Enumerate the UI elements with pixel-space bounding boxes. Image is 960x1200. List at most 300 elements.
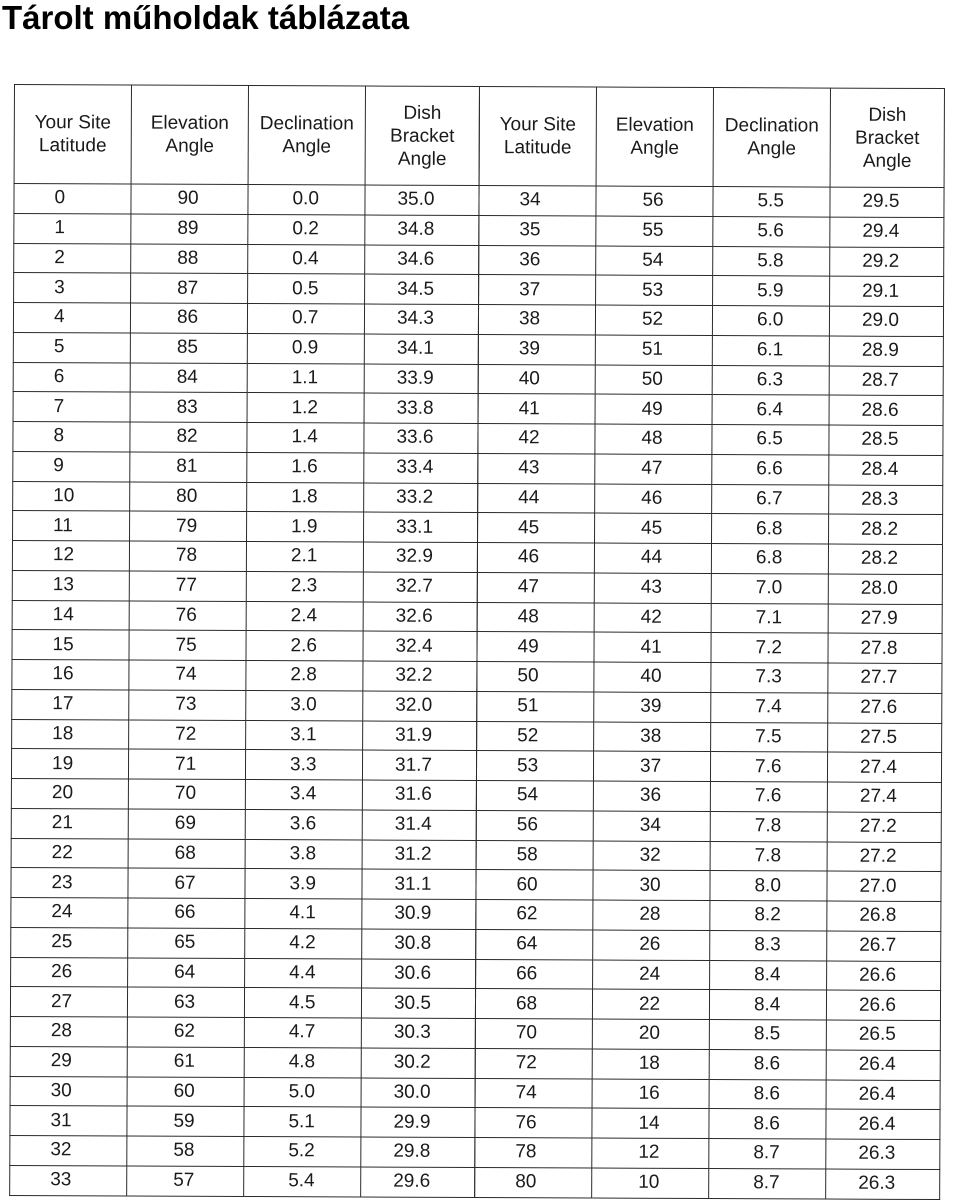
- cell-dish-bracket-angle: 30.0: [361, 1078, 475, 1108]
- table-row: [12, 600, 477, 632]
- cell-declination-angle: 8.0: [710, 871, 827, 901]
- cell-elevation-angle: 54: [596, 246, 713, 276]
- cell-declination-angle: 4.1: [245, 899, 362, 929]
- cell-declination-angle: 8.3: [710, 930, 827, 960]
- cell-dish-bracket-angle: 29.2: [830, 247, 944, 277]
- table-row: [479, 245, 944, 277]
- cell-declination-angle: 3.6: [245, 809, 362, 839]
- cell-site-latitude: 0: [14, 184, 131, 214]
- cell-elevation-angle: 84: [130, 363, 247, 393]
- cell-site-latitude: 49: [477, 632, 594, 662]
- cell-dish-bracket-angle: 29.6: [361, 1167, 475, 1197]
- table-row: [13, 481, 478, 513]
- cell-site-latitude: 33: [10, 1165, 127, 1195]
- page-title: Tárolt műholdak táblázata: [2, 0, 410, 36]
- cell-elevation-angle: 41: [594, 632, 711, 662]
- cell-dish-bracket-angle: 28.0: [828, 574, 942, 604]
- table-row: [478, 305, 943, 337]
- cell-site-latitude: 51: [477, 691, 594, 721]
- table-row: [10, 1135, 475, 1167]
- cell-declination-angle: 0.5: [248, 274, 365, 304]
- cell-dish-bracket-angle: 33.8: [364, 393, 478, 423]
- cell-elevation-angle: 61: [127, 1047, 244, 1077]
- cell-site-latitude: 42: [478, 424, 595, 454]
- cell-declination-angle: 5.2: [244, 1137, 361, 1167]
- cell-elevation-angle: 63: [127, 987, 244, 1017]
- table-row: [475, 1138, 940, 1170]
- cell-declination-angle: 3.1: [246, 720, 363, 750]
- table-row: [12, 689, 477, 721]
- cell-declination-angle: 6.8: [711, 544, 828, 574]
- cell-dish-bracket-angle: 27.2: [827, 842, 941, 872]
- cell-dish-bracket-angle: 28.9: [829, 336, 943, 366]
- cell-dish-bracket-angle: 28.6: [829, 395, 943, 425]
- table-row: [476, 929, 941, 961]
- table-left-body: [10, 184, 479, 1198]
- cell-elevation-angle: 46: [595, 484, 712, 514]
- cell-declination-angle: 4.5: [244, 988, 361, 1018]
- cell-elevation-angle: 71: [128, 749, 245, 779]
- cell-site-latitude: 48: [477, 602, 594, 632]
- table-row: [10, 1165, 475, 1197]
- cell-declination-angle: 0.2: [248, 214, 365, 244]
- cell-dish-bracket-angle: 28.3: [829, 485, 943, 515]
- cell-declination-angle: 7.5: [711, 722, 828, 752]
- cell-site-latitude: 12: [12, 540, 129, 570]
- cell-declination-angle: 8.7: [709, 1168, 826, 1198]
- cell-site-latitude: 38: [478, 305, 595, 335]
- table-row: [11, 778, 476, 810]
- table-row: [475, 1167, 940, 1199]
- cell-elevation-angle: 89: [131, 214, 248, 244]
- cell-dish-bracket-angle: 31.2: [362, 840, 476, 870]
- header-elevation-angle: Elevation Angle: [596, 87, 713, 187]
- cell-declination-angle: 7.1: [711, 603, 828, 633]
- cell-site-latitude: 14: [12, 600, 129, 630]
- cell-declination-angle: 7.3: [711, 663, 828, 693]
- cell-declination-angle: 0.9: [247, 333, 364, 363]
- cell-declination-angle: 7.6: [710, 752, 827, 782]
- cell-site-latitude: 29: [10, 1046, 127, 1076]
- cell-declination-angle: 8.4: [709, 990, 826, 1020]
- cell-site-latitude: 22: [11, 838, 128, 868]
- cell-elevation-angle: 68: [128, 839, 245, 869]
- cell-site-latitude: 27: [10, 987, 127, 1017]
- cell-site-latitude: 36: [479, 245, 596, 275]
- table-row: [477, 543, 942, 575]
- cell-dish-bracket-angle: 27.0: [827, 871, 941, 901]
- cell-site-latitude: 3: [14, 273, 131, 303]
- cell-site-latitude: 28: [10, 1016, 127, 1046]
- table-header-row: [14, 85, 479, 186]
- cell-site-latitude: 72: [475, 1048, 592, 1078]
- cell-site-latitude: 19: [11, 749, 128, 779]
- cell-declination-angle: 7.4: [711, 692, 828, 722]
- cell-dish-bracket-angle: 31.1: [362, 869, 476, 899]
- table-row: [11, 749, 476, 781]
- table-row: [478, 334, 943, 366]
- header-elevation-angle: Elevation Angle: [131, 85, 248, 185]
- cell-site-latitude: 41: [478, 394, 595, 424]
- cell-declination-angle: 6.3: [712, 365, 829, 395]
- cell-elevation-angle: 57: [127, 1166, 244, 1196]
- cell-dish-bracket-angle: 28.2: [828, 544, 942, 574]
- cell-dish-bracket-angle: 27.9: [828, 604, 942, 634]
- cell-site-latitude: 30: [10, 1076, 127, 1106]
- cell-site-latitude: 64: [476, 929, 593, 959]
- cell-declination-angle: 4.8: [244, 1047, 361, 1077]
- table-row: [13, 451, 478, 483]
- table-row: [476, 751, 941, 783]
- table-row: [476, 900, 941, 932]
- table-row: [477, 721, 942, 753]
- cell-dish-bracket-angle: 29.8: [361, 1137, 475, 1167]
- cell-declination-angle: 5.1: [244, 1107, 361, 1137]
- cell-declination-angle: 1.8: [247, 482, 364, 512]
- cell-declination-angle: 6.8: [712, 514, 829, 544]
- cell-dish-bracket-angle: 26.6: [827, 961, 941, 991]
- cell-elevation-angle: 50: [595, 365, 712, 395]
- cell-elevation-angle: 24: [593, 960, 710, 990]
- table-row: [10, 1016, 475, 1048]
- table-header-row: [479, 87, 944, 188]
- cell-site-latitude: 66: [476, 959, 593, 989]
- cell-elevation-angle: 85: [130, 333, 247, 363]
- cell-dish-bracket-angle: 28.2: [829, 514, 943, 544]
- cell-dish-bracket-angle: 33.9: [364, 364, 478, 394]
- cell-dish-bracket-angle: 29.5: [830, 187, 944, 217]
- table-row: [478, 394, 943, 426]
- cell-elevation-angle: 38: [594, 722, 711, 752]
- cell-elevation-angle: 22: [592, 989, 709, 1019]
- cell-elevation-angle: 12: [592, 1138, 709, 1168]
- cell-dish-bracket-angle: 29.9: [361, 1107, 475, 1137]
- cell-declination-angle: 3.4: [245, 780, 362, 810]
- cell-dish-bracket-angle: 30.2: [361, 1048, 475, 1078]
- table-row: [475, 989, 940, 1021]
- table-row: [478, 424, 943, 456]
- cell-elevation-angle: 51: [595, 335, 712, 365]
- cell-dish-bracket-angle: 26.8: [827, 901, 941, 931]
- cell-site-latitude: 40: [478, 364, 595, 394]
- table-row: [12, 570, 477, 602]
- cell-dish-bracket-angle: 30.5: [361, 988, 475, 1018]
- cell-declination-angle: 2.6: [246, 631, 363, 661]
- cell-site-latitude: 76: [475, 1108, 592, 1138]
- cell-site-latitude: 70: [475, 1019, 592, 1049]
- table-row: [13, 362, 478, 394]
- cell-declination-angle: 1.4: [247, 423, 364, 453]
- cell-site-latitude: 53: [476, 751, 593, 781]
- cell-elevation-angle: 74: [129, 660, 246, 690]
- table-row: [476, 870, 941, 902]
- cell-dish-bracket-angle: 32.7: [363, 572, 477, 602]
- cell-elevation-angle: 45: [595, 513, 712, 543]
- cell-declination-angle: 8.6: [709, 1049, 826, 1079]
- cell-elevation-angle: 58: [127, 1136, 244, 1166]
- cell-site-latitude: 35: [479, 215, 596, 245]
- cell-elevation-angle: 59: [127, 1106, 244, 1136]
- cell-elevation-angle: 55: [596, 216, 713, 246]
- cell-elevation-angle: 72: [129, 720, 246, 750]
- cell-dish-bracket-angle: 31.4: [362, 810, 476, 840]
- cell-declination-angle: 0.0: [248, 185, 365, 215]
- cell-dish-bracket-angle: 32.6: [363, 602, 477, 632]
- cell-dish-bracket-angle: 30.9: [362, 899, 476, 929]
- table-row: [478, 453, 943, 485]
- cell-declination-angle: 2.3: [246, 571, 363, 601]
- cell-declination-angle: 5.4: [244, 1166, 361, 1196]
- cell-dish-bracket-angle: 33.2: [364, 483, 478, 513]
- cell-elevation-angle: 44: [594, 543, 711, 573]
- cell-elevation-angle: 66: [128, 898, 245, 928]
- table-row: [13, 421, 478, 453]
- cell-elevation-angle: 79: [130, 511, 247, 541]
- cell-declination-angle: 6.0: [712, 306, 829, 336]
- cell-dish-bracket-angle: 26.4: [826, 1050, 940, 1080]
- cell-site-latitude: 80: [475, 1167, 592, 1197]
- cell-elevation-angle: 75: [129, 630, 246, 660]
- cell-site-latitude: 52: [477, 721, 594, 751]
- cell-site-latitude: 34: [479, 186, 596, 216]
- cell-site-latitude: 47: [477, 572, 594, 602]
- table-row: [475, 1019, 940, 1051]
- cell-dish-bracket-angle: 30.3: [361, 1018, 475, 1048]
- table-row: [12, 659, 477, 691]
- cell-declination-angle: 7.8: [710, 811, 827, 841]
- cell-declination-angle: 1.2: [247, 393, 364, 423]
- cell-dish-bracket-angle: 26.3: [826, 1169, 940, 1199]
- cell-elevation-angle: 90: [131, 184, 248, 214]
- cell-elevation-angle: 26: [593, 930, 710, 960]
- cell-site-latitude: 25: [11, 927, 128, 957]
- cell-elevation-angle: 78: [129, 541, 246, 571]
- table-row: [475, 1108, 940, 1140]
- table-row: [475, 1048, 940, 1080]
- cell-dish-bracket-angle: 29.4: [830, 217, 944, 247]
- cell-declination-angle: 7.2: [711, 633, 828, 663]
- cell-dish-bracket-angle: 31.7: [362, 750, 476, 780]
- cell-site-latitude: 11: [13, 511, 130, 541]
- header-declination-angle: Declination Angle: [248, 86, 365, 186]
- cell-site-latitude: 43: [478, 453, 595, 483]
- cell-declination-angle: 5.6: [713, 216, 830, 246]
- cell-dish-bracket-angle: 32.2: [363, 661, 477, 691]
- cell-dish-bracket-angle: 28.5: [829, 425, 943, 455]
- table-row: [11, 897, 476, 929]
- header-dish-bracket-angle: Dish Bracket Angle: [830, 88, 944, 187]
- cell-elevation-angle: 14: [592, 1108, 709, 1138]
- cell-dish-bracket-angle: 26.5: [826, 1020, 940, 1050]
- cell-declination-angle: 7.0: [711, 573, 828, 603]
- cell-dish-bracket-angle: 31.6: [362, 780, 476, 810]
- cell-dish-bracket-angle: 30.8: [362, 929, 476, 959]
- cell-dish-bracket-angle: 32.9: [363, 542, 477, 572]
- cell-elevation-angle: 81: [130, 452, 247, 482]
- cell-site-latitude: 58: [476, 840, 593, 870]
- cell-dish-bracket-angle: 26.3: [826, 1139, 940, 1169]
- cell-dish-bracket-angle: 29.1: [830, 276, 944, 306]
- table-row: [13, 392, 478, 424]
- cell-elevation-angle: 82: [130, 422, 247, 452]
- cell-site-latitude: 50: [477, 662, 594, 692]
- table-row: [12, 719, 477, 751]
- cell-dish-bracket-angle: 34.6: [365, 245, 479, 275]
- cell-site-latitude: 68: [475, 989, 592, 1019]
- cell-dish-bracket-angle: 27.5: [828, 723, 942, 753]
- cell-site-latitude: 37: [479, 275, 596, 305]
- cell-dish-bracket-angle: 26.6: [826, 990, 940, 1020]
- cell-elevation-angle: 77: [129, 571, 246, 601]
- cell-elevation-angle: 62: [127, 1017, 244, 1047]
- cell-dish-bracket-angle: 33.1: [364, 512, 478, 542]
- cell-declination-angle: 6.6: [712, 454, 829, 484]
- cell-elevation-angle: 52: [595, 305, 712, 335]
- cell-declination-angle: 8.2: [710, 901, 827, 931]
- cell-elevation-angle: 64: [128, 958, 245, 988]
- cell-site-latitude: 13: [12, 570, 129, 600]
- cell-site-latitude: 39: [478, 334, 595, 364]
- cell-elevation-angle: 47: [595, 454, 712, 484]
- cell-elevation-angle: 18: [592, 1049, 709, 1079]
- header-declination-angle: Declination Angle: [713, 88, 830, 188]
- cell-elevation-angle: 53: [596, 275, 713, 305]
- table-row: [477, 632, 942, 664]
- cell-dish-bracket-angle: 28.4: [829, 455, 943, 485]
- table-right-half: [474, 86, 945, 1200]
- table-row: [11, 927, 476, 959]
- cell-site-latitude: 56: [476, 810, 593, 840]
- cell-dish-bracket-angle: 33.4: [364, 453, 478, 483]
- cell-site-latitude: 16: [12, 659, 129, 689]
- cell-dish-bracket-angle: 27.7: [828, 663, 942, 693]
- table-row: [479, 275, 944, 307]
- table-row: [14, 184, 479, 216]
- cell-elevation-angle: 83: [130, 392, 247, 422]
- cell-site-latitude: 54: [476, 781, 593, 811]
- table-row: [475, 1078, 940, 1110]
- cell-elevation-angle: 56: [596, 186, 713, 216]
- cell-declination-angle: 6.1: [712, 335, 829, 365]
- cell-elevation-angle: 32: [593, 841, 710, 871]
- table-row: [476, 840, 941, 872]
- cell-declination-angle: 5.0: [244, 1077, 361, 1107]
- cell-dish-bracket-angle: 26.4: [826, 1080, 940, 1110]
- cell-declination-angle: 1.9: [247, 512, 364, 542]
- cell-declination-angle: 8.6: [709, 1109, 826, 1139]
- cell-elevation-angle: 65: [128, 928, 245, 958]
- cell-site-latitude: 23: [11, 868, 128, 898]
- cell-declination-angle: 0.4: [248, 244, 365, 274]
- cell-declination-angle: 2.1: [246, 542, 363, 572]
- cell-site-latitude: 32: [10, 1135, 127, 1165]
- cell-dish-bracket-angle: 34.5: [365, 274, 479, 304]
- cell-site-latitude: 2: [14, 243, 131, 273]
- cell-declination-angle: 2.8: [246, 661, 363, 691]
- cell-site-latitude: 15: [12, 630, 129, 660]
- table-row: [14, 213, 479, 245]
- cell-elevation-angle: 40: [594, 662, 711, 692]
- table-right-body: [475, 186, 944, 1200]
- table-row: [476, 810, 941, 842]
- cell-declination-angle: 7.8: [710, 841, 827, 871]
- cell-declination-angle: 8.7: [709, 1139, 826, 1169]
- cell-declination-angle: 1.1: [247, 363, 364, 393]
- table-row: [478, 364, 943, 396]
- table-row: [11, 957, 476, 989]
- table-row: [11, 838, 476, 870]
- table-row: [10, 1106, 475, 1138]
- cell-elevation-angle: 42: [594, 603, 711, 633]
- cell-site-latitude: 45: [478, 513, 595, 543]
- cell-dish-bracket-angle: 32.4: [363, 631, 477, 661]
- cell-site-latitude: 74: [475, 1078, 592, 1108]
- table-row: [14, 243, 479, 275]
- table-row: [479, 215, 944, 247]
- cell-site-latitude: 46: [477, 543, 594, 573]
- cell-dish-bracket-angle: 27.4: [827, 752, 941, 782]
- table-row: [10, 1076, 475, 1108]
- cell-site-latitude: 24: [11, 897, 128, 927]
- table-row: [12, 540, 477, 572]
- cell-declination-angle: 8.5: [709, 1020, 826, 1050]
- cell-elevation-angle: 80: [130, 482, 247, 512]
- cell-elevation-angle: 16: [592, 1079, 709, 1109]
- cell-dish-bracket-angle: 27.8: [828, 633, 942, 663]
- cell-site-latitude: 17: [12, 689, 129, 719]
- cell-site-latitude: 8: [13, 421, 130, 451]
- cell-site-latitude: 20: [11, 778, 128, 808]
- table-row: [13, 332, 478, 364]
- cell-dish-bracket-angle: 26.7: [827, 931, 941, 961]
- cell-elevation-angle: 70: [128, 779, 245, 809]
- table-row: [13, 303, 478, 335]
- cell-elevation-angle: 76: [129, 601, 246, 631]
- cell-dish-bracket-angle: 28.7: [829, 366, 943, 396]
- cell-declination-angle: 7.6: [710, 782, 827, 812]
- cell-dish-bracket-angle: 27.4: [827, 782, 941, 812]
- cell-declination-angle: 8.4: [710, 960, 827, 990]
- cell-site-latitude: 31: [10, 1106, 127, 1136]
- cell-elevation-angle: 30: [593, 870, 710, 900]
- cell-site-latitude: 7: [13, 392, 130, 422]
- cell-elevation-angle: 49: [595, 394, 712, 424]
- cell-declination-angle: 0.7: [247, 304, 364, 334]
- cell-elevation-angle: 88: [131, 244, 248, 274]
- cell-site-latitude: 62: [476, 900, 593, 930]
- cell-elevation-angle: 36: [593, 781, 710, 811]
- cell-dish-bracket-angle: 32.0: [363, 691, 477, 721]
- cell-elevation-angle: 43: [594, 573, 711, 603]
- cell-declination-angle: 4.4: [245, 958, 362, 988]
- header-site-latitude: Your Site Latitude: [479, 87, 596, 187]
- cell-declination-angle: 6.5: [712, 425, 829, 455]
- cell-declination-angle: 4.7: [244, 1018, 361, 1048]
- cell-elevation-angle: 73: [129, 690, 246, 720]
- cell-declination-angle: 1.6: [247, 452, 364, 482]
- cell-declination-angle: 4.2: [245, 928, 362, 958]
- cell-dish-bracket-angle: 34.1: [364, 334, 478, 364]
- cell-declination-angle: 3.9: [245, 869, 362, 899]
- cell-elevation-angle: 67: [128, 868, 245, 898]
- cell-dish-bracket-angle: 34.8: [365, 215, 479, 245]
- table-row: [13, 511, 478, 543]
- cell-declination-angle: 6.4: [712, 395, 829, 425]
- header-site-latitude: Your Site Latitude: [14, 85, 131, 185]
- table-row: [14, 273, 479, 305]
- table-left-half: [9, 84, 480, 1198]
- table-row: [11, 868, 476, 900]
